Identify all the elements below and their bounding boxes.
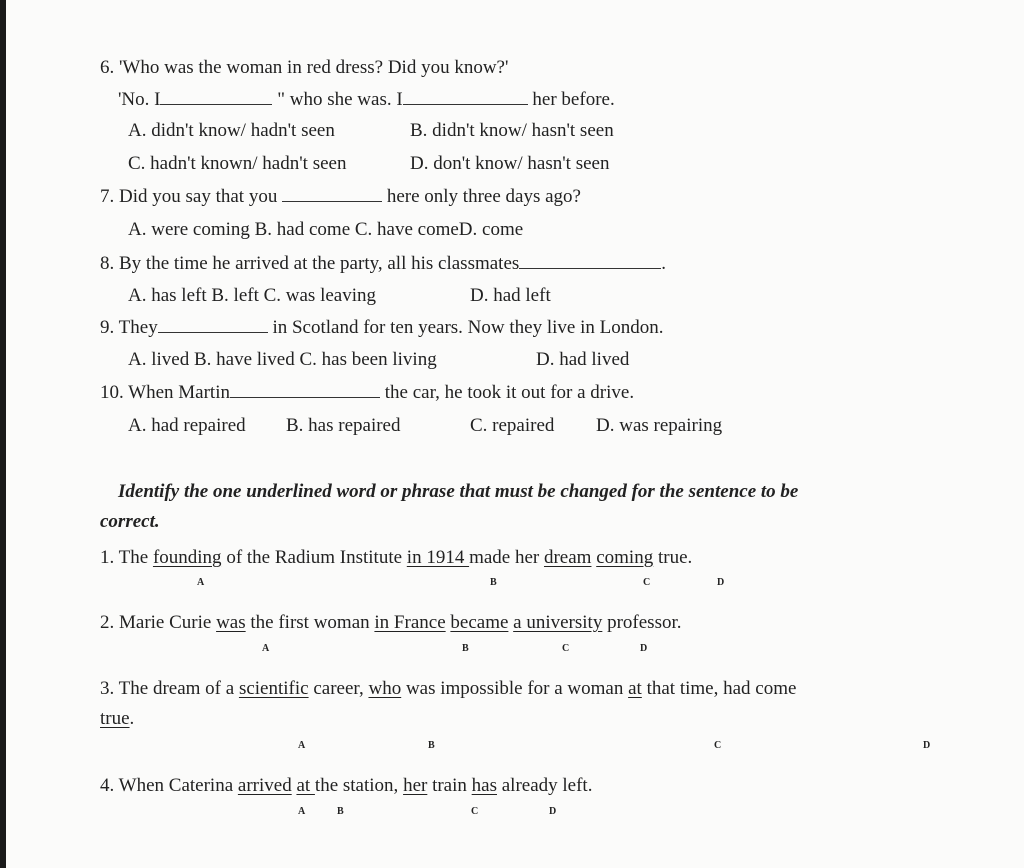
q6-option-b: B. didn't know/ hasn't seen [410,120,614,141]
e1-label-c: C [643,577,651,588]
q7-stem-a: 7. Did you say that you [100,186,278,207]
section-heading-line1: Identify the one underlined word or phrase that must be changed for the sentence to be [118,481,799,502]
e1-text-1: 1. The [100,547,153,568]
q7-stem-b: here only three days ago? [386,186,581,207]
q10-blank [230,381,380,398]
e3-text-4: that time, had come [641,678,797,699]
e4-label-d: D [549,806,557,817]
e3-label-d: D [923,740,931,751]
e3-text-3: was impossible for a woman [401,678,629,699]
q6-blank-1 [160,88,272,105]
e3-underlined-c: at [628,678,642,699]
e1-text-5: true. [653,547,693,568]
q6-stem: 6. 'Who was the woman in red dress? Did you know?' [100,57,509,78]
q10-stem-a: 10. When Martin [100,382,230,403]
e4-text-3: the station, [314,775,404,796]
e3-text-5: . [129,708,135,729]
left-border [0,0,6,868]
e2-label-a: A [262,643,270,654]
q9-options-a: A. lived B. have lived C. has been living [128,349,437,370]
q6-option-c: C. hadn't known/ hadn't seen [128,153,347,174]
e3-underlined-b: who [368,678,402,699]
e3-text-2: career, [308,678,369,699]
e1-underlined-a: founding [152,547,222,568]
e1-label-b: B [490,577,497,588]
error-item-4 [100,774,592,798]
e2-underlined-a: was [216,612,246,633]
e1-underlined-b: in 1914 [406,547,470,568]
e4-label-a: A [298,806,306,817]
e4-underlined-c: her [403,775,428,796]
q10-option-b: B. has repaired [286,415,401,436]
e3-underlined-a: scientific [238,678,309,699]
q8-blank [519,252,661,269]
q9-blank [158,316,268,333]
e1-underlined-c: dream [543,547,592,568]
q8-options-b: D. had left [470,285,551,306]
q8-options-a: A. has left B. left C. was leaving [128,285,377,306]
e1-text-3: made her [469,547,544,568]
q8-stem-b: . [661,253,667,274]
e4-label-b: B [337,806,344,817]
q6-option-d: D. don't know/ hasn't seen [410,153,610,174]
e1-underlined-d: coming [596,547,654,568]
e3-label-a: A [298,740,306,751]
q6-line2-b: " who she was. I [277,89,403,110]
e2-label-d: D [640,643,648,654]
q8-stem-a: 8. By the time he arrived at the party, all his classmates [100,253,520,274]
e1-label-a: A [197,577,205,588]
q6-option-a: A. didn't know/ hadn't seen [128,120,335,141]
e2-underlined-c: became [450,612,509,633]
section-heading-line2: correct. [100,511,160,532]
e3-underlined-d: true [100,708,130,729]
e3-label-c: C [714,740,722,751]
q10-stem-b: the car, he took it out for a drive. [384,382,635,403]
q8-stem [100,252,666,276]
e4-underlined-b: at [296,775,315,796]
q7-blank [282,185,382,202]
q7-options: A. were coming B. had come C. have comeD. come [128,219,524,240]
error-item-1 [100,546,692,570]
e4-underlined-a: arrived [237,775,292,796]
q10-option-a: A. had repaired [128,415,246,436]
q6-line2 [118,88,615,112]
q10-option-d: D. was repairing [596,415,723,436]
error-item-2 [100,611,682,635]
error-item-3-line2 [100,707,134,731]
e4-text-4: train [427,775,472,796]
q6-line2-a: 'No. I [118,89,161,110]
q10-stem [100,381,634,405]
e4-text-1: 4. When Caterina [100,775,238,796]
e2-underlined-d: a university [513,612,603,633]
e2-underlined-b: in France [374,612,446,633]
q9-stem [100,316,663,340]
e2-text-1: 2. Marie Curie [100,612,217,633]
q10-option-c: C. repaired [470,415,555,436]
e1-text-2: of the Radium Institute [221,547,407,568]
q6-blank-2 [403,88,528,105]
e4-underlined-d: has [471,775,497,796]
e3-label-b: B [428,740,435,751]
q9-options-b: D. had lived [536,349,630,370]
e2-label-b: B [462,643,469,654]
e2-label-c: C [562,643,570,654]
e1-label-d: D [717,577,725,588]
error-item-3-line1 [100,677,796,701]
q6-line2-c: her before. [532,89,615,110]
q9-stem-b: in Scotland for ten years. Now they live in London. [272,317,664,338]
e2-text-2: the first woman [245,612,375,633]
e4-label-c: C [471,806,479,817]
e2-text-5: professor. [602,612,682,633]
q9-stem-a: 9. They [100,317,158,338]
e3-text-1: 3. The dream of a [100,678,239,699]
q7-stem [100,185,581,209]
e4-text-5: already left. [496,775,593,796]
